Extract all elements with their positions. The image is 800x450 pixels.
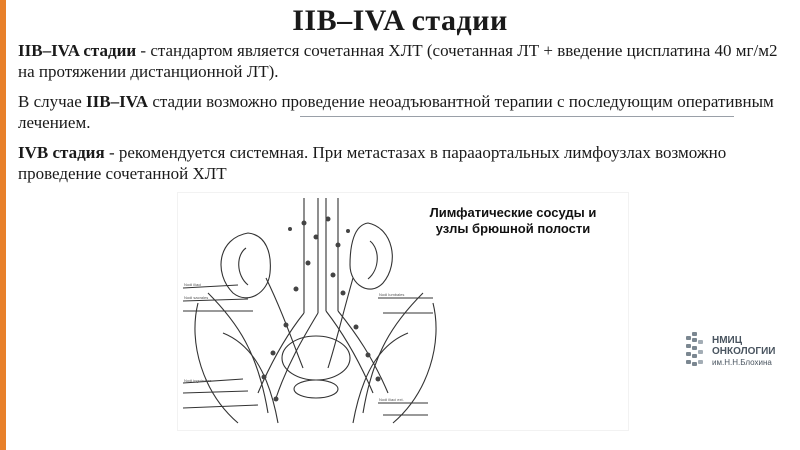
figure-caption: Лимфатические сосуды и узлы брюшной полости	[429, 205, 597, 236]
paragraph-1-text: - стандартом является сочетанная ХЛТ (сочетанная ЛТ + введение цисплатина 40 мг/м2 на протяжении дистанционной ЛТ).	[18, 41, 778, 81]
paragraph-3-text: - рекомендуется системная. При метастазах в парааортальных лимфоузлах возможно проведение сочетанной ХЛТ	[18, 143, 727, 183]
slide-title: IIB–IVA стадии	[292, 4, 508, 37]
logo-line-3: им.Н.Н.Блохина	[712, 358, 772, 367]
paragraph-3	[18, 142, 788, 184]
divider-line	[300, 116, 734, 117]
paragraph-1-bold: IIB–IVA стадии	[18, 41, 137, 60]
paragraph-2-text: стадии возможно проведение неоадъювантной терапии с последующим оперативным лечением.	[18, 92, 774, 132]
logo-line-1: НМИЦ	[712, 335, 743, 346]
svg-text:Nodi sacrales: Nodi sacrales	[184, 295, 209, 300]
paragraph-2	[18, 91, 788, 133]
paragraph-2-pre: В случае	[18, 92, 87, 111]
svg-text:Nodi lumbales: Nodi lumbales	[379, 292, 405, 297]
logo-line-2: ОНКОЛОГИИ	[712, 346, 776, 357]
svg-text:Nodi iliaci ext.: Nodi iliaci ext.	[379, 397, 404, 402]
paragraph-2-bold: IIB–IVA	[86, 92, 149, 111]
svg-text:Nodi iliaci: Nodi iliaci	[184, 282, 202, 287]
accent-bar	[0, 0, 6, 450]
svg-text:Nodi inguinales: Nodi inguinales	[184, 378, 212, 383]
paragraph-1	[18, 40, 788, 82]
paragraph-3-bold: IVB стадия	[18, 143, 105, 162]
institute-logo-text	[712, 335, 775, 368]
